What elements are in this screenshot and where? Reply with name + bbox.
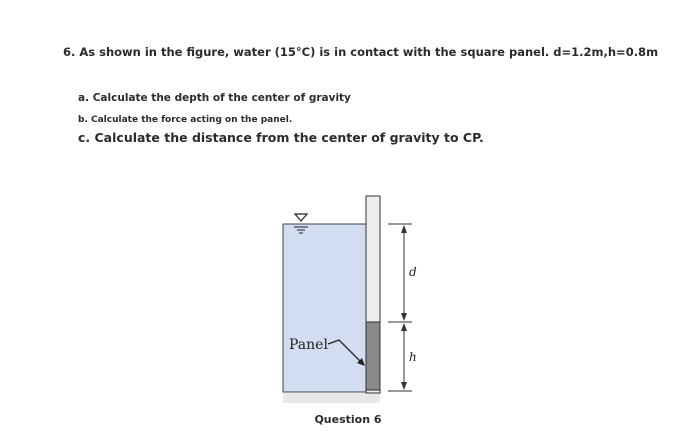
h-label: h xyxy=(409,350,417,364)
d-label: d xyxy=(409,265,417,279)
question-statement: 6. As shown in the figure, water (15°C) is in contact with the square panel. d=1.2m,h=0.8m xyxy=(63,45,659,59)
part-b: b. Calculate the force acting on the panel. xyxy=(78,115,293,125)
square-panel xyxy=(366,322,380,390)
water-body xyxy=(283,224,366,392)
part-c: c. Calculate the distance from the center of gravity to CP. xyxy=(78,130,484,145)
figure-caption: Question 6 xyxy=(314,413,382,426)
ground-strip xyxy=(283,393,380,403)
part-a: a. Calculate the depth of the center of gravity xyxy=(78,92,351,104)
panel-label: Panel xyxy=(289,337,328,353)
